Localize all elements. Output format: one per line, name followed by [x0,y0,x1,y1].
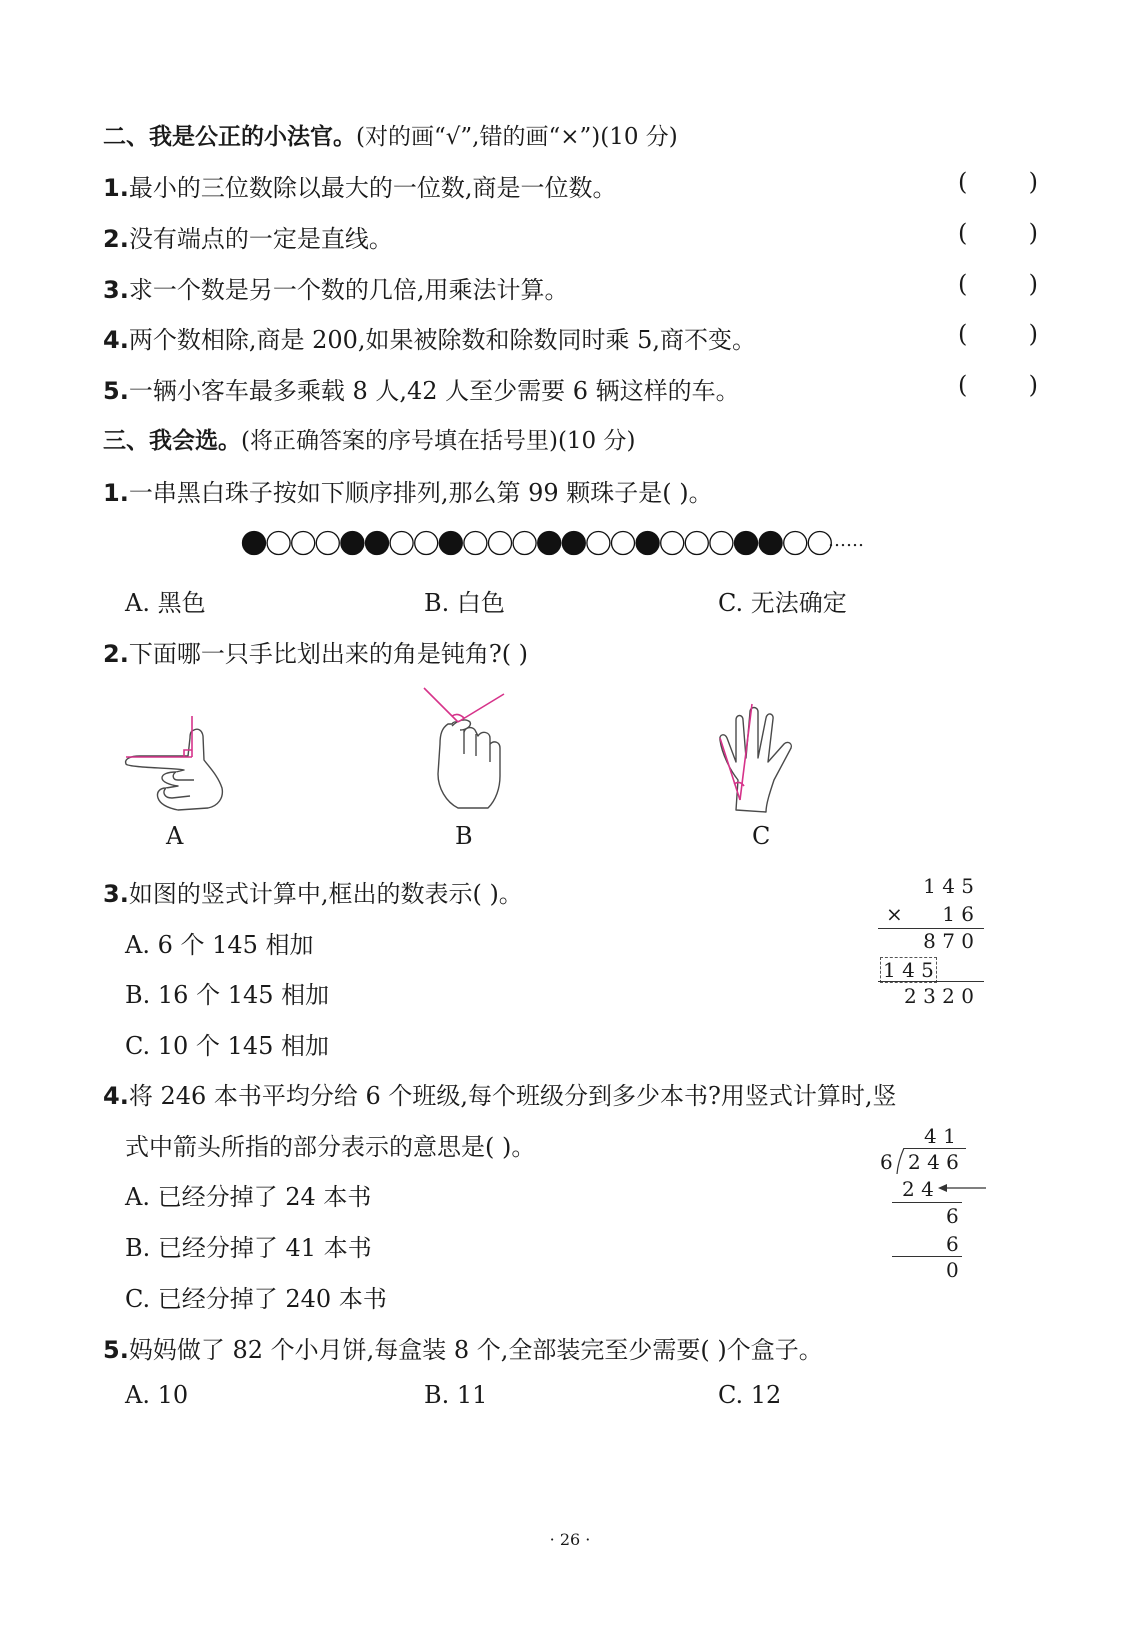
question-text: 妈妈做了 82 个小月饼,每盒装 8 个,全部装完至少需要( )个盒子。 [128,1336,823,1364]
answer-blank-2-2[interactable] [958,219,1038,247]
question-number: 1. [103,174,129,202]
section3-title [103,422,635,455]
black-bead [243,532,266,555]
question-3-4 [103,1076,897,1111]
section2-title-text: 二、我是公正的小法官。 [103,124,356,150]
black-bead [439,532,462,555]
question-number: 3. [103,880,129,908]
white-bead [415,532,438,555]
question-text: 下面哪一只手比划出来的角是钝角?( ) [128,640,529,668]
bead-sequence [240,528,880,558]
paren-close: ) [1028,219,1038,247]
option-b[interactable]: B. 11 [424,1381,488,1409]
question-number: 5. [103,377,129,405]
white-bead [661,532,684,555]
question-2-5 [103,371,740,406]
calc-row-1: 1 4 5 [923,874,974,898]
white-bead [710,532,733,555]
question-text: 没有端点的一定是直线。 [128,225,393,253]
question-number: 1. [103,479,129,507]
white-bead [292,532,315,555]
section3-title-text: 三、我会选。 [103,428,241,454]
question-3-5 [103,1330,823,1365]
black-bead [735,532,758,555]
paren-open: ( [958,270,968,298]
question-text: 求一个数是另一个数的几倍,用乘法计算。 [128,276,569,304]
white-bead [513,532,536,555]
white-bead [267,532,290,555]
bead-ellipsis: …… [828,530,864,551]
answer-blank-2-5[interactable] [958,371,1038,399]
paren-open: ( [958,320,968,348]
question-text: 最小的三位数除以最大的一位数,商是一位数。 [128,174,617,202]
paren-close: ) [1028,168,1038,196]
question-number: 2. [103,225,129,253]
multiplication-calc [876,870,986,1015]
option-b[interactable]: B. 16 个 145 相加 [125,981,330,1009]
paren-close: ) [1028,371,1038,399]
question-2-2 [103,219,393,254]
question-2-4 [103,320,756,355]
page-number: · 26 · [549,1530,591,1549]
option-c[interactable]: C. 已经分掉了 240 本书 [125,1285,387,1313]
quotient: 4 1 [924,1124,956,1148]
question-3-1 [103,473,713,508]
remainder-1: 6 [946,1204,959,1228]
option-a[interactable]: A. 10 [125,1381,189,1409]
calc-row-2: 1 6 [942,902,974,926]
question-3-2 [103,634,528,669]
calc-row-5: 2 3 2 0 [904,984,974,1008]
question-text: 一辆小客车最多乘载 8 人,42 人至少需要 6 辆这样的车。 [128,377,740,405]
remainder-0: 0 [946,1258,959,1282]
question-text: 将 246 本书平均分给 6 个班级,每个班级分到多少本书?用竖式计算时,竖 [128,1082,897,1110]
question-number: 2. [103,640,129,668]
hand-c-icon [712,700,812,820]
question-text: 一串黑白珠子按如下顺序排列,那么第 99 颗珠子是( )。 [128,479,713,507]
hand-a-icon [118,708,233,818]
answer-blank-2-3[interactable] [958,270,1038,298]
subtract-6: 6 [946,1232,959,1256]
black-bead [759,532,782,555]
option-c[interactable]: C. 10 个 145 相加 [125,1032,329,1060]
times-sign: × [886,902,903,926]
white-bead [587,532,610,555]
black-bead [538,532,561,555]
long-division-calc [876,1122,991,1287]
question-2-3 [103,270,568,305]
division-bracket [896,1148,906,1174]
paren-open: ( [958,371,968,399]
option-a[interactable]: A. 已经分掉了 24 本书 [125,1183,372,1211]
white-bead [685,532,708,555]
white-bead [316,532,339,555]
question-3-4-line2: 式中箭头所指的部分表示的意思是( )。 [125,1133,536,1161]
option-b[interactable]: B. 已经分掉了 41 本书 [125,1234,372,1262]
white-bead [464,532,487,555]
option-b[interactable]: B. 白色 [424,589,505,617]
arrow-icon [938,1182,988,1194]
question-number: 5. [103,1336,129,1364]
answer-blank-2-4[interactable] [958,320,1038,348]
question-number: 4. [103,326,129,354]
paren-open: ( [958,168,968,196]
section2-title [103,118,678,151]
white-bead [784,532,807,555]
question-number: 4. [103,1082,129,1110]
calc-line [878,981,984,982]
dividend: 2 4 6 [908,1150,959,1174]
divisor: 6 [880,1150,893,1174]
black-bead [366,532,389,555]
question-text: 两个数相除,商是 200,如果被除数和除数同时乘 5,商不变。 [128,326,757,354]
question-3-3 [103,874,523,909]
boxed-partial-product: 1 4 5 [880,957,937,983]
white-bead [390,532,413,555]
paren-close: ) [1028,270,1038,298]
hand-a-label[interactable]: A [166,822,184,850]
option-a[interactable]: A. 6 个 145 相加 [125,931,314,959]
calc-line [892,1256,962,1257]
question-number: 3. [103,276,129,304]
hand-b-label[interactable]: B [455,822,473,850]
option-a[interactable]: A. 黑色 [125,589,206,617]
paren-open: ( [958,219,968,247]
paren-close: ) [1028,320,1038,348]
calc-row-3: 8 7 0 [923,929,974,953]
hand-c-label[interactable]: C [752,822,771,850]
white-bead [489,532,512,555]
option-c[interactable]: C. 12 [718,1381,782,1409]
hand-b-icon [418,684,514,814]
question-text: 如图的竖式计算中,框出的数表示( )。 [128,880,523,908]
option-c[interactable]: C. 无法确定 [718,589,847,617]
black-bead [636,532,659,555]
calc-line [892,1202,962,1203]
section3-note: (将正确答案的序号填在括号里)(10 分) [241,428,636,454]
section2-note: (对的画“√”,错的画“×”)(10 分) [356,124,678,150]
question-2-1 [103,168,616,203]
answer-blank-2-1[interactable] [958,168,1038,196]
black-bead [341,532,364,555]
subtract-24: 2 4 [902,1177,934,1201]
white-bead [612,532,635,555]
black-bead [562,532,585,555]
division-bar [904,1148,966,1149]
